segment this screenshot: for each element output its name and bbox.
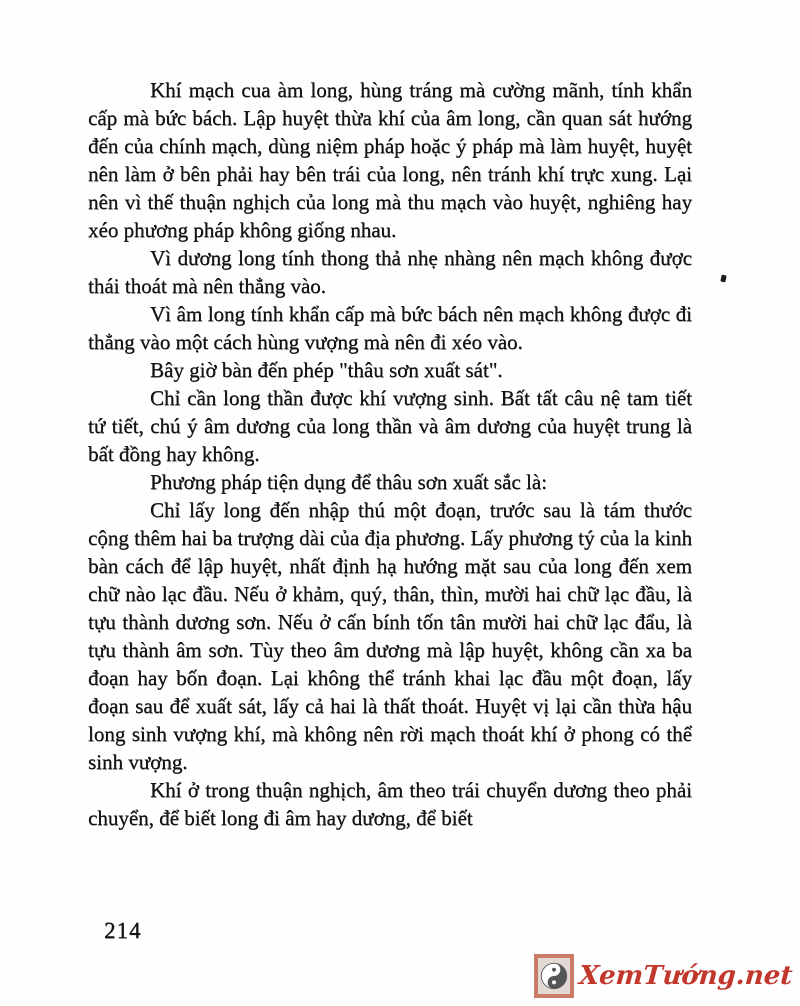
ink-speck <box>720 275 726 283</box>
text-block <box>88 76 692 832</box>
watermark-site-label: XemTướng.net <box>577 961 794 991</box>
page-number: 214 <box>104 918 142 943</box>
paragraph: Khí mạch cua àm long, hùng tráng mà cường mãnh, tính khẩn cấp mà bức bách. Lập huyệt thừa khí của âm long, cần quan sát hướng đến của chính mạch, dùng niệm pháp hoặc ý pháp mà làm huyệt, huyệt nên làm ở bên phải hay bên trái của long, nên tránh khí trực xung. Lại nên vì thế thuận nghịch của long mà thu mạch vào huyệt, nghiêng hay xéo phương pháp không giống nhau. <box>88 78 692 242</box>
paragraph: Chỉ lấy long đến nhập thú một đoạn, trước sau là tám thước cộng thêm hai ba trượng dài của địa phương. Lấy phương tý của la kinh bàn cách để lập huyệt, nhất định hạ hướng mặt sau của long đến xem chữ nào lạc đầu. Nếu ở khảm, quý, thân, thìn, mười hai chữ lạc đầu, là tựu thành dương sơn. Nếu ở cấn bính tốn tân mười hai chữ lạc đẩu, là tựu thành âm sơn. Tùy theo âm dương mà lập huyệt, không cần xa ba đoạn hay bốn đoạn. Lại không thể tránh khai lạc đầu một đoạn, lấy đoạn sau để xuất sát, lấy cả hai là thất thoát. Huyệt vị lại cần thừa hậu long sinh vượng khí, mà không nên rời mạch thoát khí ở phong có thể sinh vượng. <box>88 498 692 774</box>
paragraph: Bây giờ bàn đến phép "thâu sơn xuất sát". <box>150 358 503 382</box>
paragraph: Phương pháp tiện dụng để thâu sơn xuất sắc là: <box>150 470 547 494</box>
paragraph: Vì dương long tính thong thả nhẹ nhàng nên mạch không được thái thoát mà nên thẳng vào. <box>88 246 692 298</box>
paragraph: Vì âm long tính khẩn cấp mà bức bách nên mạch không được đi thẳng vào một cách hùng vượng mà nên đi xéo vào. <box>88 302 692 354</box>
watermark <box>534 954 792 998</box>
yin-yang-icon <box>534 954 574 998</box>
paragraph: Chỉ cần long thần được khí vượng sinh. Bất tất câu nệ tam tiết tứ tiết, chú ý âm dương của long thần và âm dương của huyệt trung là bất đồng hay không. <box>88 386 692 466</box>
paragraph: Khí ở trong thuận nghịch, âm theo trái chuyển dương theo phải chuyển, để biết long đi âm hay dương, để biết <box>88 778 692 830</box>
